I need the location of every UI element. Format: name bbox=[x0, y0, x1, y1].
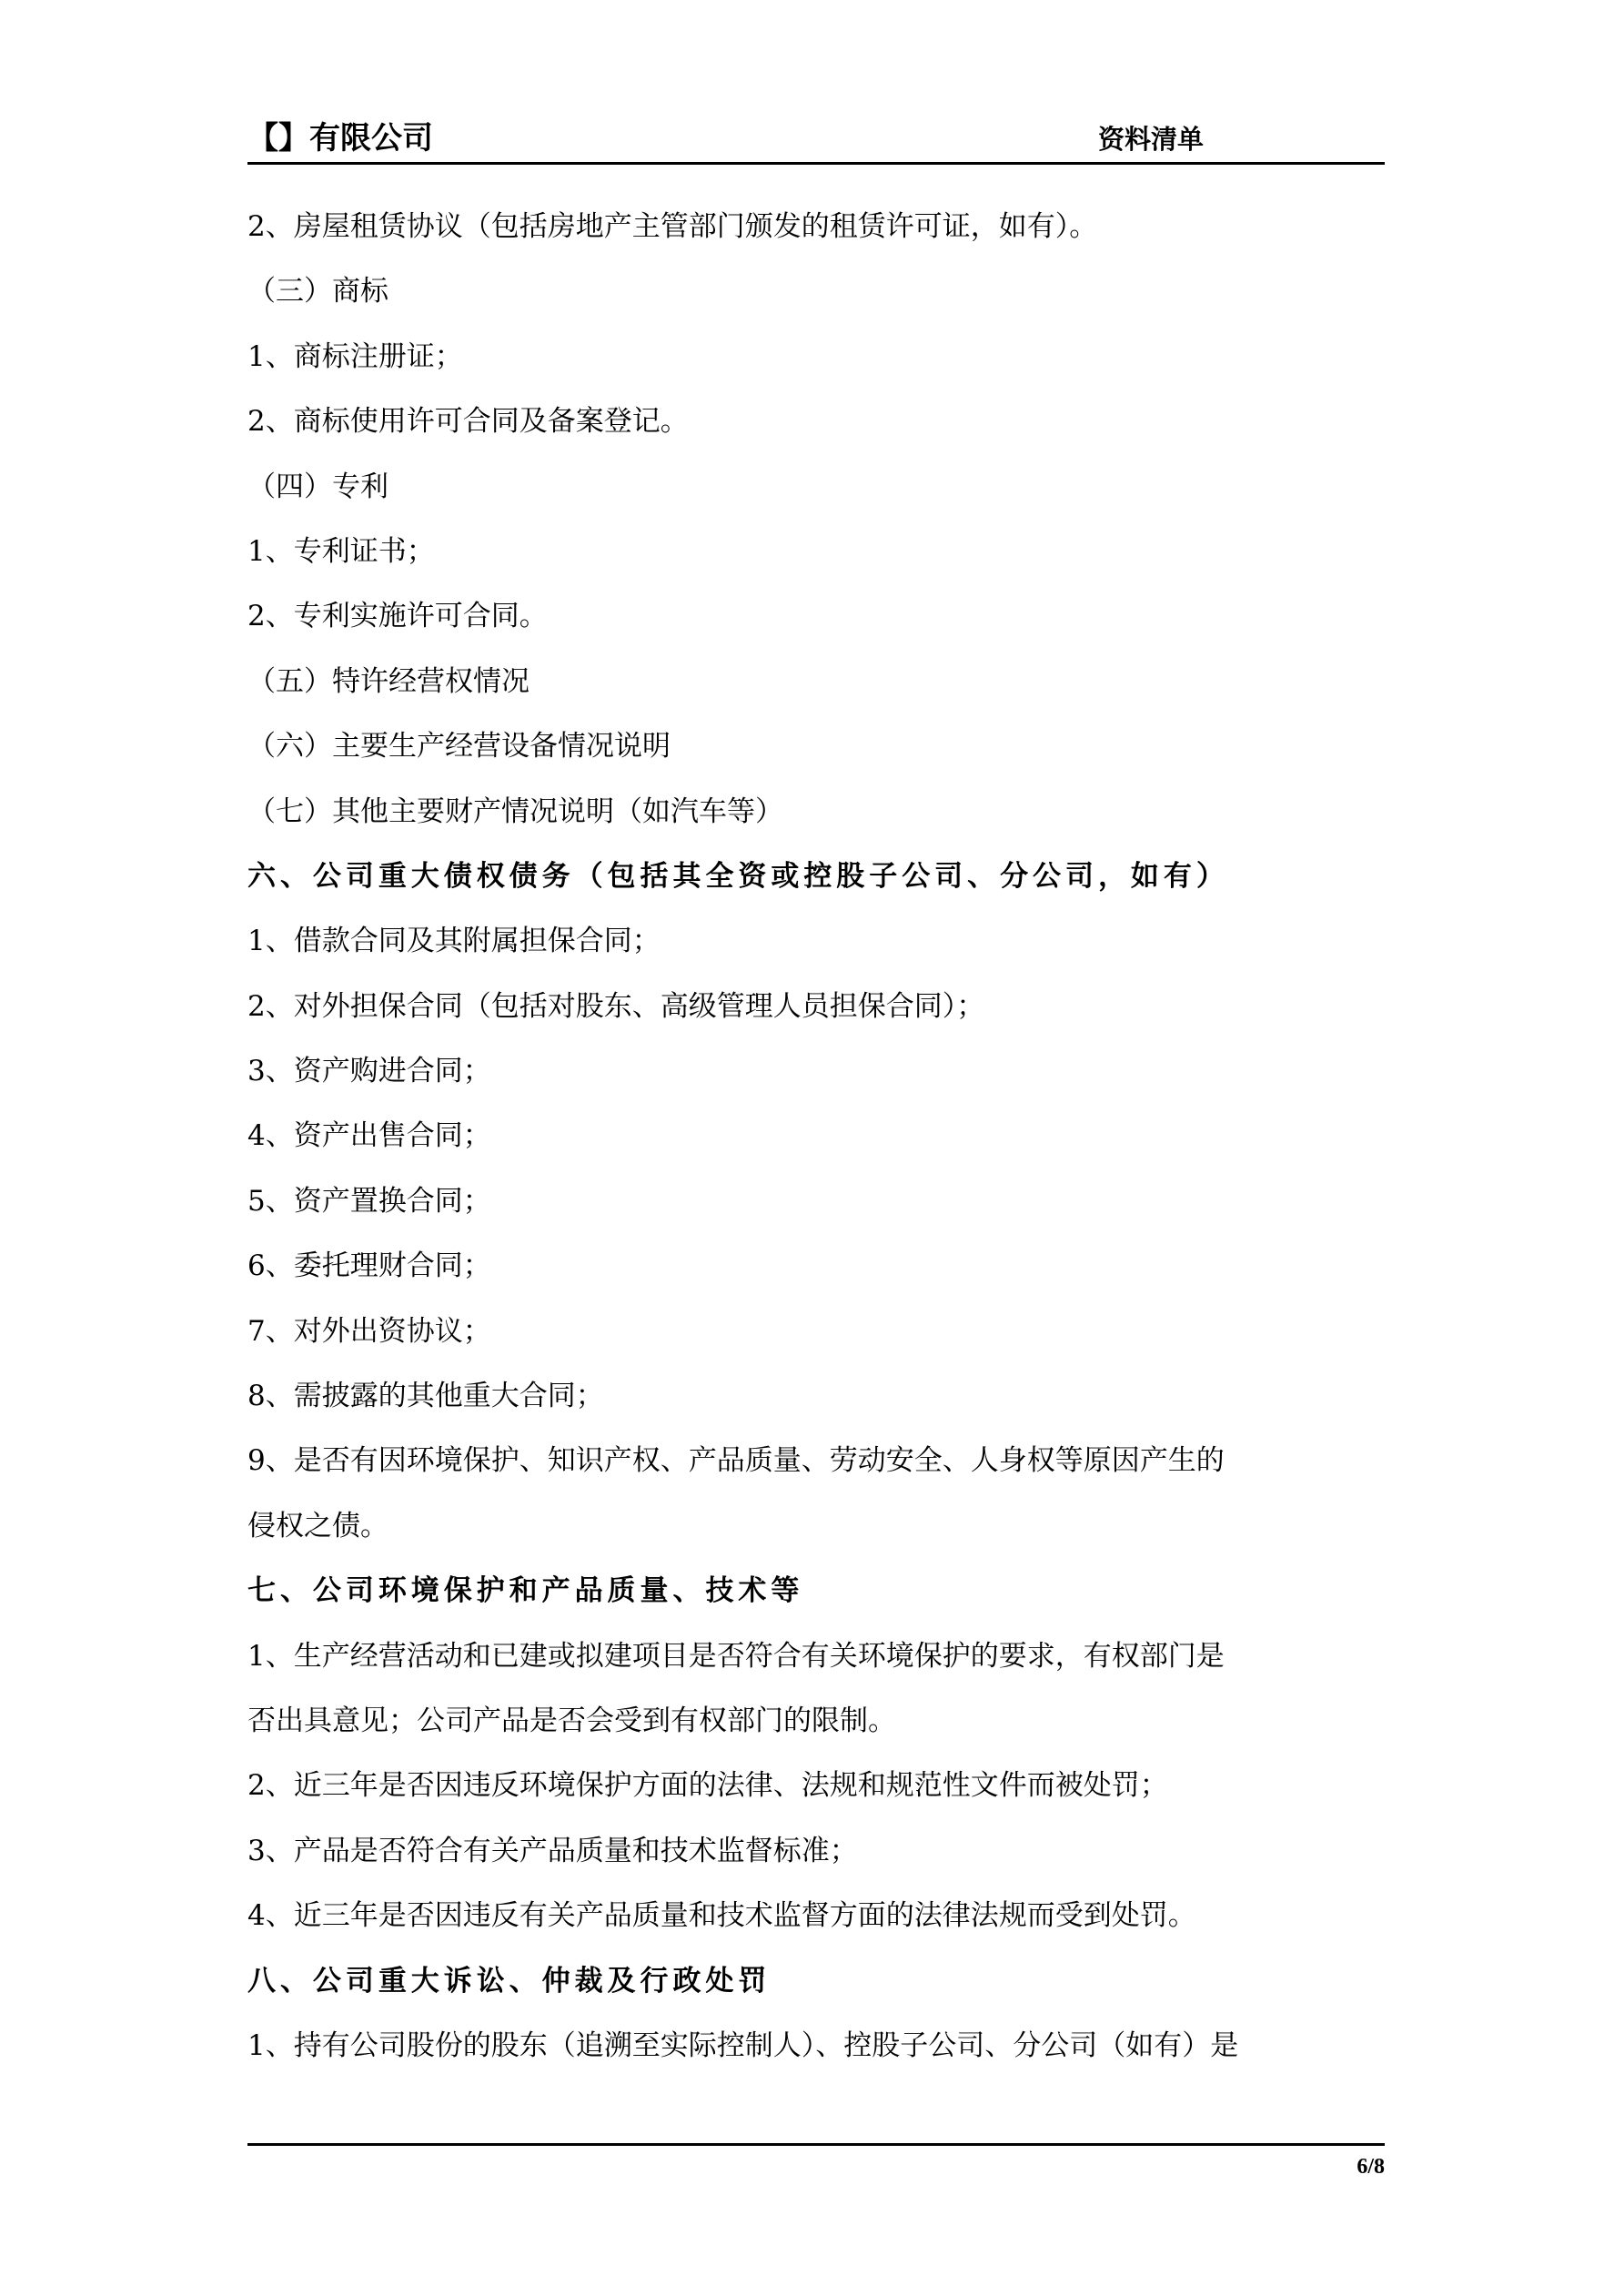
list-item: 6、委托理财合同； bbox=[247, 1249, 491, 1283]
subsection-heading: （四）专利 bbox=[247, 470, 388, 503]
section-heading: 七、公司环境保护和产品质量、技术等 bbox=[247, 1574, 804, 1608]
list-item: 1、借款合同及其附属担保合同； bbox=[247, 925, 661, 958]
list-item: 3、产品是否符合有关产品质量和技术监督标准； bbox=[247, 1834, 858, 1867]
section-heading: 八、公司重大诉讼、仲裁及行政处罚 bbox=[247, 1964, 772, 1998]
list-item: 1、商标注册证； bbox=[247, 339, 463, 373]
subsection-heading: （三）商标 bbox=[247, 275, 388, 308]
list-item: 2、近三年是否因违反环境保护方面的法律、法规和规范性文件而被处罚； bbox=[247, 1769, 1168, 1803]
list-item-continuation: 否出具意见；公司产品是否会受到有权部门的限制。 bbox=[247, 1704, 896, 1737]
document-title: 资料清单 bbox=[1098, 124, 1205, 155]
list-item: 1、生产经营活动和已建或拟建项目是否符合有关环境保护的要求，有权部门是 bbox=[247, 1639, 1225, 1673]
list-item-continuation: 侵权之债。 bbox=[247, 1509, 388, 1542]
list-item: 2、商标使用许可合同及备案登记。 bbox=[247, 405, 689, 439]
page-number: 6/8 bbox=[1357, 2155, 1385, 2179]
list-item: 3、资产购进合同； bbox=[247, 1055, 491, 1088]
list-item: 4、资产出售合同； bbox=[247, 1119, 491, 1153]
document-body bbox=[247, 204, 1385, 2088]
list-item: 2、对外担保合同（包括对股东、高级管理人员担保合同）； bbox=[247, 989, 985, 1023]
footer-divider bbox=[247, 2143, 1385, 2146]
list-item: 9、是否有因环境保护、知识产权、产品质量、劳动安全、人身权等原因产生的 bbox=[247, 1444, 1225, 1478]
list-item: 1、持有公司股份的股东（追溯至实际控制人）、控股子公司、分公司（如有）是 bbox=[247, 2028, 1239, 2062]
list-item: 2、房屋租赁协议（包括房地产主管部门颁发的租赁许可证，如有）。 bbox=[247, 210, 1098, 243]
list-item: 8、需披露的其他重大合同； bbox=[247, 1380, 604, 1413]
header-divider bbox=[247, 162, 1385, 165]
subsection-heading: （五）特许经营权情况 bbox=[247, 664, 530, 698]
page-header bbox=[247, 116, 1385, 160]
company-name: 【】有限公司 bbox=[247, 120, 433, 157]
list-item: 2、专利实施许可合同。 bbox=[247, 600, 548, 633]
list-item: 5、资产置换合同； bbox=[247, 1184, 491, 1218]
list-item: 1、专利证书； bbox=[247, 534, 435, 568]
list-item: 7、对外出资协议； bbox=[247, 1314, 491, 1348]
list-item: 4、近三年是否因违反有关产品质量和技术监督方面的法律法规而受到处罚。 bbox=[247, 1899, 1196, 1933]
subsection-heading: （七）其他主要财产情况说明（如汽车等） bbox=[247, 794, 783, 828]
section-heading: 六、公司重大债权债务（包括其全资或控股子公司、分公司，如有） bbox=[247, 859, 1229, 893]
subsection-heading: （六）主要生产经营设备情况说明 bbox=[247, 730, 671, 764]
